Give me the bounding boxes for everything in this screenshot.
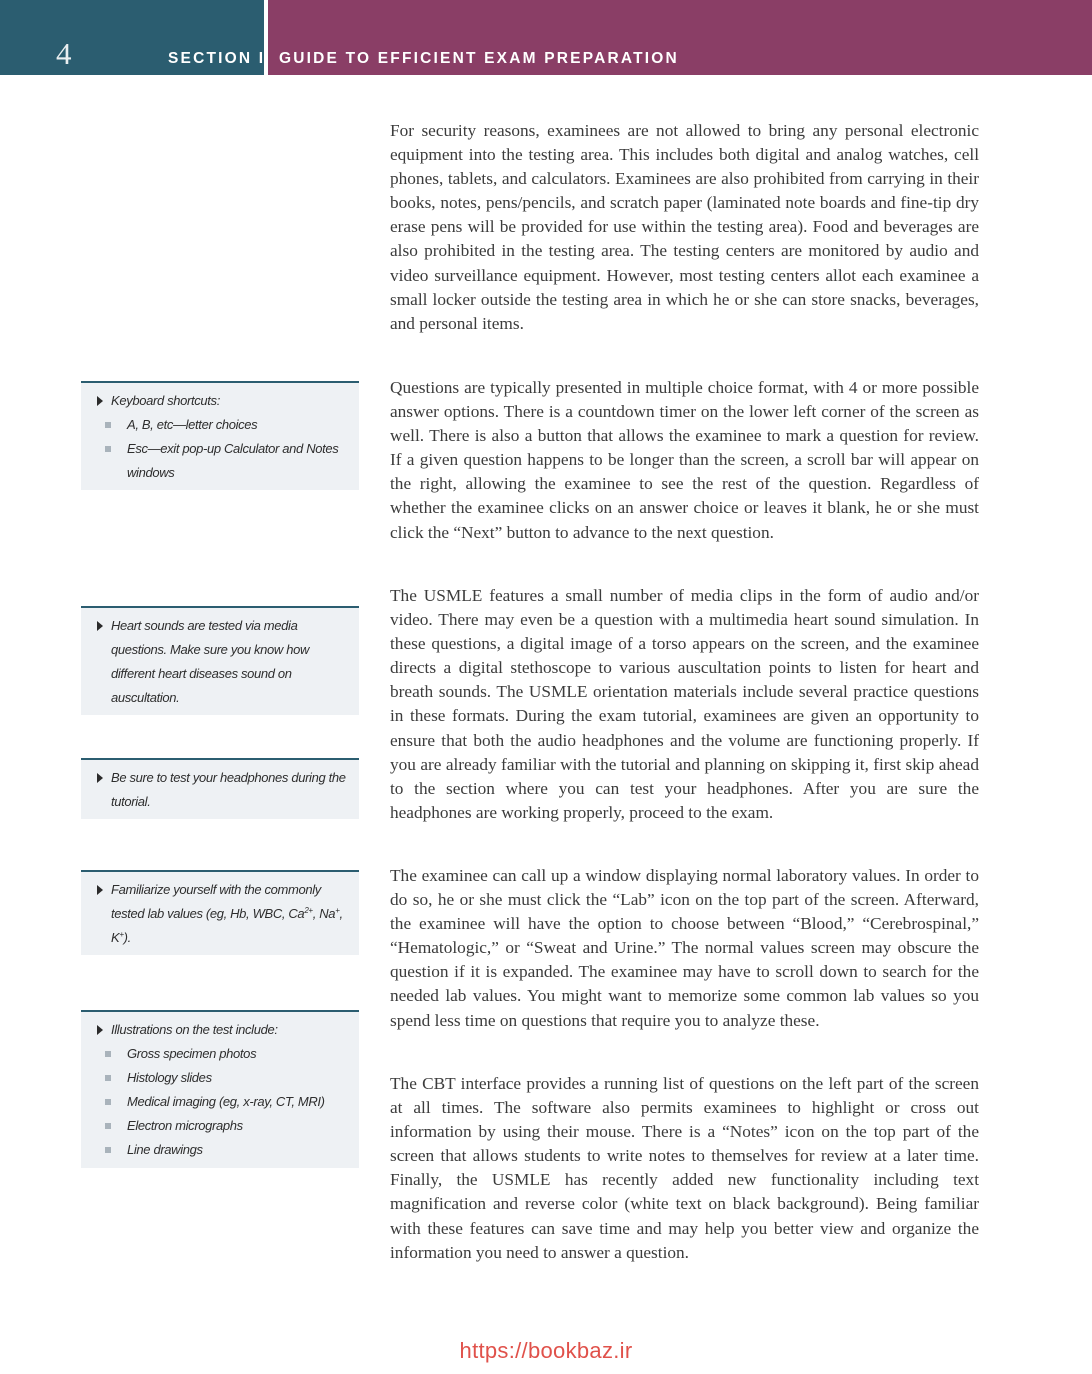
section-title: GUIDE TO EFFICIENT EXAM PREPARATION (279, 50, 679, 67)
list-item-text: Electron micrographs (127, 1118, 243, 1134)
page-number: 4 (56, 36, 72, 71)
triangle-bullet-icon (97, 773, 103, 783)
square-bullet-icon (105, 422, 111, 428)
paragraph-cbt-interface: The CBT interface provides a running list of questions on the left part of the screen at all times. The software also permits examinees to highlight or cross out information by using their mouse. There is a “Notes” icon on the top part of the screen that allows students to write notes to themselves for review at a later time. Finally, the USMLE has recently added new functionality including text magnification and reverse color (white text on black background). Being familiar with these features can save time and may help you better view and organize the information you need to answer a question. (390, 1074, 979, 1262)
triangle-bullet-icon (97, 1025, 103, 1035)
list-item (97, 437, 349, 485)
list-item-text: A, B, etc—letter choices (127, 417, 258, 433)
paragraph-media-clips: The USMLE features a small number of media clips in the form of audio and/or video. There may even be a question with a multimedia heart sound simulation. In these questions, a digital image of a torso appears on the screen, and the examinee directs a digital stethoscope to various auscultation points to listen for heart and breath sounds. The USMLE orientation materials include several practice questions in these formats. During the exam tutorial, examinees are given an opportunity to ensure that both the audio headphones and the volume are functioning properly. If you are already familiar with the tutorial and planning on skipping it, first skip ahead to the section where you can test your headphones. After you are sure the headphones are working properly, proceed to the exam. (390, 586, 979, 822)
list-item (97, 1114, 349, 1138)
list-item-text: Esc—exit pop-up Calculator and Notes windows (127, 441, 339, 481)
list-item (97, 413, 349, 437)
list-item (97, 1066, 349, 1090)
section-label: SECTION I (168, 50, 266, 67)
square-bullet-icon (105, 446, 111, 452)
sidenote-heading (97, 766, 349, 814)
list-item-text: Histology slides (127, 1070, 212, 1086)
list-item-text: Medical imaging (eg, x-ray, CT, MRI) (127, 1094, 325, 1110)
sidenote-lab-values (81, 870, 359, 955)
paragraph-security: For security reasons, examinees are not allowed to bring any personal electronic equipment into the testing area. This includes both digital and analog watches, cell phones, tablets, and calculators. Examinees are also prohibited from carrying in their books, notes, pens/pencils, and scratch paper (laminated note boards and fine-tip dry erase pens will be provided for use within the testing area). Food and beverages are also prohibited in the testing area. The testing centers are monitored by audio and video surveillance equipment. However, most testing centers allot each examinee a small locker outside the testing area in which he or she can store snacks, beverages, and personal items. (390, 121, 979, 333)
list-item (97, 1090, 349, 1114)
sidenote-heading (97, 878, 349, 950)
list-item (97, 1042, 349, 1066)
sidenote-heading-text: Keyboard shortcuts: (111, 393, 220, 408)
square-bullet-icon (105, 1075, 111, 1081)
square-bullet-icon (105, 1051, 111, 1057)
sidenote-heading-text: Be sure to test your headphones during the tutorial. (111, 770, 346, 810)
sidenote-heading-text: Heart sounds are tested via media questions. Make sure you know how different heart diseases sound on auscultation. (111, 618, 310, 706)
sidenote-heading (97, 614, 349, 710)
triangle-bullet-icon (97, 885, 103, 895)
sidenote-keyboard-shortcuts (81, 381, 359, 490)
sidenote-heading-text: Familiarize yourself with the commonly tested lab values (eg, Hb, WBC, $Ca^{2+}$, Na+, K+). (111, 882, 343, 946)
square-bullet-icon (105, 1099, 111, 1105)
list-item (97, 1138, 349, 1162)
triangle-bullet-icon (97, 621, 103, 631)
sidenote-heading-text: Illustrations on the test include: (111, 1022, 278, 1037)
triangle-bullet-icon (97, 396, 103, 406)
sidenote-heading (97, 389, 349, 413)
square-bullet-icon (105, 1123, 111, 1129)
paragraph-lab-values: The examinee can call up a window displaying normal laboratory values. In order to do so, he or she must click the “Lab” icon on the top part of the screen. Afterward, the examinee will have the option to choose between “Blood,” “Cerebrospinal,” “Hematologic,” or “Sweat and Urine.” The normal values screen may obscure the question if it is expanded. The examinee may have to scroll down to search for the needed lab values. You might want to memorize some common lab values so you spend less time on questions that require you to analyze these. (390, 866, 979, 1030)
footer-url-link[interactable]: https://bookbaz.ir (459, 1338, 633, 1363)
paragraph-question-format: Questions are typically presented in multiple choice format, with 4 or more possible answer options. There is a countdown timer on the lower left corner of the screen as well. There is also a button that allows the examinee to mark a question for review. If a given question happens to be longer than the screen, a scroll bar will appear on the right, allowing the examinee to see the rest of the question. Regardless of whether the examinee clicks on an answer choice or leaves it blank, he or she must click the “Next” button to advance to the next question. (390, 378, 979, 542)
list-item-text: Gross specimen photos (127, 1046, 257, 1062)
sidenote-headphones (81, 758, 359, 819)
sidenote-heading (97, 1018, 349, 1042)
sidenote-illustrations (81, 1010, 359, 1168)
square-bullet-icon (105, 1147, 111, 1153)
sidenote-heart-sounds (81, 606, 359, 715)
list-item-text: Line drawings (127, 1142, 203, 1158)
